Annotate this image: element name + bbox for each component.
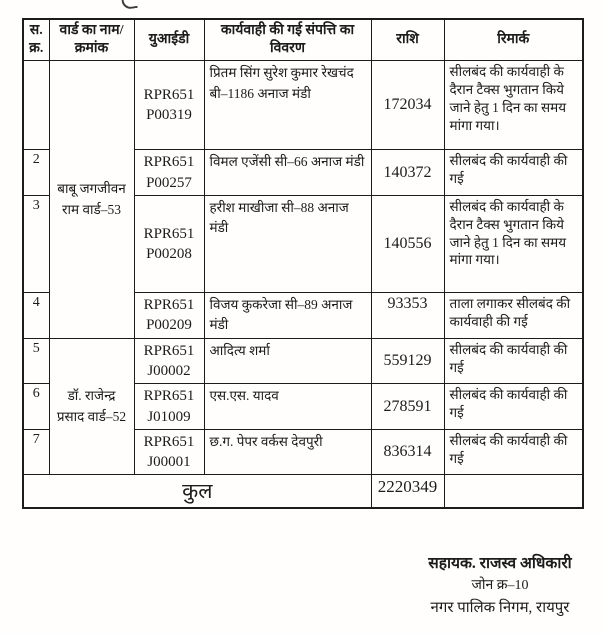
col-header-remark: रिमार्क — [444, 19, 583, 61]
remark-cell: सीलबंद की कार्यवाही के दैरान टैक्स भुगतान किये जाने हेतु 1 दिन का समय मांगा गया। — [444, 61, 583, 150]
uid-line-1: RPR651 — [143, 87, 195, 104]
col-header-uid: युआईडी — [134, 19, 204, 61]
remark-cell: सीलबंद की कार्यवाही की गई — [444, 150, 583, 196]
uid-line-1: RPR651 — [143, 154, 195, 171]
property-action-table — [22, 18, 584, 509]
serial-cell: 6 — [23, 384, 49, 430]
uid-line-2: J00001 — [147, 454, 191, 471]
uid-line-2: J01009 — [147, 408, 191, 425]
amount-cell: 140556 — [371, 195, 444, 292]
serial-cell: 5 — [23, 338, 49, 384]
ward-cell-group-2: डॉ. राजेन्द्र प्रसाद वार्ड–52 — [49, 338, 134, 475]
zone-line: जोन क्र–10 — [471, 578, 529, 593]
description-cell: आदित्य शर्मा — [204, 338, 371, 384]
uid-cell — [134, 338, 204, 384]
uid-cell — [134, 429, 204, 475]
amount-cell: 93353 — [371, 292, 444, 338]
serial-cell: 7 — [23, 429, 49, 475]
total-amount-cell: 2220349 — [371, 475, 444, 509]
amount-cell: 559129 — [371, 338, 444, 384]
table-row-1 — [23, 61, 583, 150]
table-header-row — [23, 19, 583, 61]
uid-line-2: J00002 — [147, 363, 191, 380]
remark-cell: सीलबंद की कार्यवाही की गई — [444, 338, 583, 384]
organization-line: नगर पालिक निगम, रायपुर — [430, 600, 570, 616]
amount-cell: 140372 — [371, 150, 444, 196]
description-cell: एस.एस. यादव — [204, 384, 371, 430]
total-remark-cell — [444, 475, 583, 509]
uid-cell — [134, 195, 204, 292]
uid-cell — [134, 292, 204, 338]
total-label-cell: कुल — [23, 475, 371, 509]
col-header-description: कार्यवाही की गई संपत्ति का विवरण — [204, 19, 371, 61]
table-total-row — [23, 475, 583, 509]
clipped-character-fragment — [121, 0, 138, 10]
amount-cell: 836314 — [371, 429, 444, 475]
uid-line-1: RPR651 — [143, 225, 195, 242]
uid-line-1: RPR651 — [143, 297, 195, 314]
description-cell: छ.ग. पेपर वर्कस देवपुरी — [204, 429, 371, 475]
description-cell: हरीश माखीजा सी–88 अनाज मंडी — [204, 195, 371, 292]
serial-cell: 4 — [23, 292, 49, 338]
signatory-title: सहायक. राजस्व अधिकारी — [428, 555, 572, 572]
uid-line-1: RPR651 — [143, 433, 195, 450]
amount-cell: 278591 — [371, 384, 444, 430]
description-cell: प्रितम सिंग सुरेश कुमार रेखचंद बी–1186 अनाज मंडी — [204, 61, 371, 150]
col-header-amount: राशि — [371, 19, 444, 61]
serial-cell — [23, 61, 49, 150]
description-cell: विमल एजेंसी सी–66 अनाज मंडी — [204, 150, 371, 196]
uid-line-2: P00257 — [146, 174, 192, 191]
uid-line-1: RPR651 — [143, 388, 195, 405]
remark-cell: सीलबंद की कार्यवाही की गई — [444, 384, 583, 430]
description-cell: विजय कुकरेजा सी–89 अनाज मंडी — [204, 292, 371, 338]
table-row-5 — [23, 338, 583, 384]
ward-cell-group-1: बाबू जगजीवन राम वार्ड–53 — [49, 61, 134, 339]
uid-cell — [134, 61, 204, 150]
uid-line-2: P00208 — [146, 245, 192, 262]
uid-line-2: P00209 — [146, 317, 192, 334]
uid-cell — [134, 150, 204, 196]
uid-cell — [134, 384, 204, 430]
serial-cell: 3 — [23, 195, 49, 292]
serial-cell: 2 — [23, 150, 49, 196]
remark-cell: ताला लगाकर सीलबंद की कार्यवाही की गई — [444, 292, 583, 338]
amount-cell: 172034 — [371, 61, 444, 150]
remark-cell: सीलबंद की कार्यवाही की गई — [444, 429, 583, 475]
remark-cell: सीलबंद की कार्यवाही के दैरान टैक्स भुगतान किये जाने हेतु 1 दिन का समय मांगा गया। — [444, 195, 583, 292]
signature-block — [372, 552, 605, 619]
uid-line-1: RPR651 — [143, 342, 195, 359]
uid-line-2: P00319 — [146, 107, 192, 124]
col-header-serial: स. क्र. — [23, 19, 49, 61]
col-header-ward: वार्ड का नाम/क्रमांक — [49, 19, 134, 61]
